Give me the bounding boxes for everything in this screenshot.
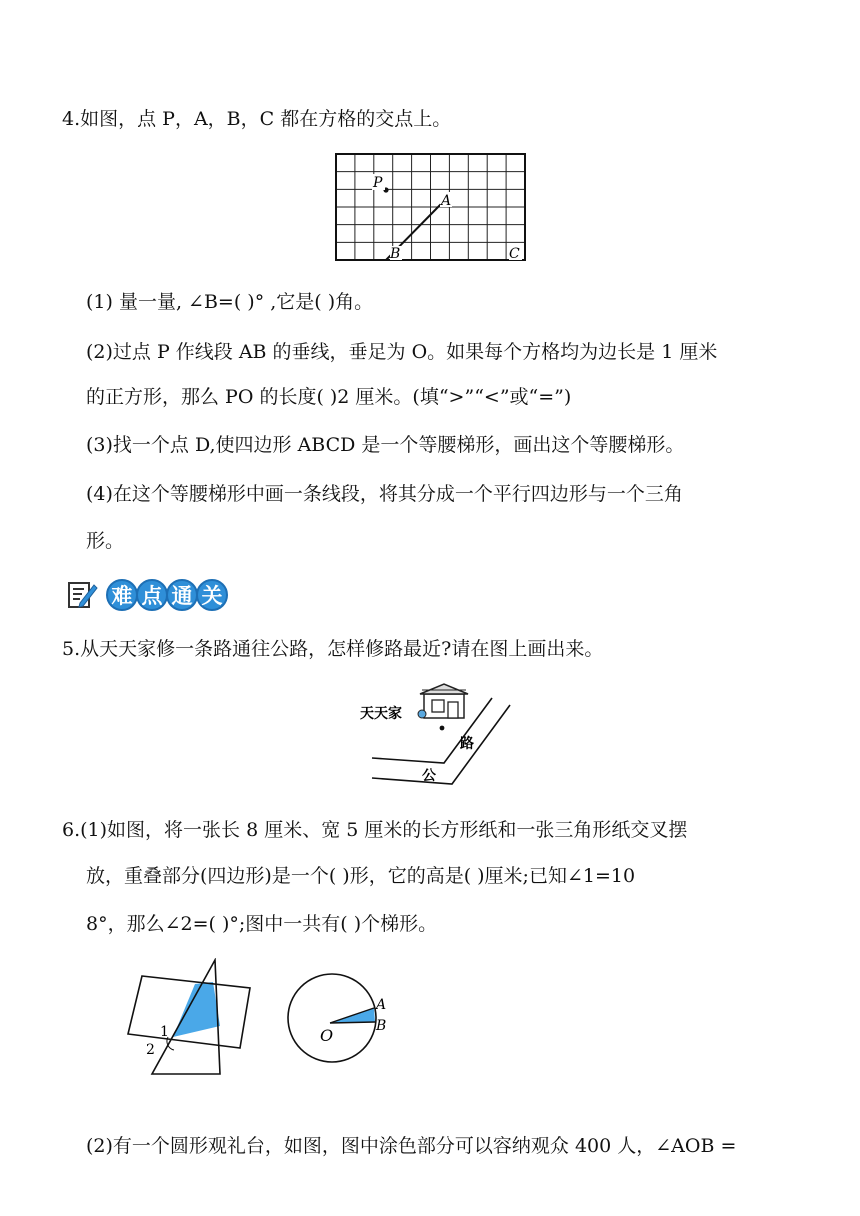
label-a: A — [441, 193, 452, 209]
q4-part1: (1) 量一量, ∠B=( )° ,它是( )角。 — [86, 291, 374, 313]
banner-char-3: 通 — [166, 579, 198, 611]
label-p: P — [373, 175, 383, 191]
q4-part4-line1: (4)在这个等腰梯形中画一条线段，将其分成一个平行四边形与一个三角 — [86, 483, 683, 505]
q4-part2-line1: (2)过点 P 作线段 AB 的垂线，垂足为 O。如果每个方格均为边长是 1 厘米 — [86, 341, 718, 363]
angle-1-label: 1 — [160, 1024, 169, 1040]
circle-label-o: O — [320, 1026, 334, 1045]
overlap-shaded — [173, 982, 220, 1037]
q4-part3: (3)找一个点 D,使四边形 ABCD 是一个等腰梯形，画出这个等腰梯形。 — [86, 434, 685, 456]
banner-char-4: 关 — [196, 579, 228, 611]
q5-stem: 5.从天天家修一条路通往公路，怎样修路最近?请在图上画出来。 — [62, 638, 604, 660]
pen-note-icon — [66, 579, 98, 611]
road-label-lu: 路 — [460, 736, 474, 752]
house-icon — [418, 684, 468, 718]
q6-line1: 6.(1)如图，将一张长 8 厘米、宽 5 厘米的长方形纸和一张三角形纸交叉摆 — [62, 819, 688, 841]
angle-2-label: 2 — [146, 1042, 155, 1058]
house-point — [440, 726, 445, 731]
banner-char-1: 难 — [106, 579, 138, 611]
section-banner — [66, 576, 226, 614]
q6-line3: 8°，那么∠2=( )°;图中一共有( )个梯形。 — [86, 913, 438, 935]
house-label: 天天家 — [360, 706, 402, 722]
q4-part2-line2: 的正方形，那么 PO 的长度( )2 厘米。(填“>”“<”或“=”) — [86, 386, 572, 408]
road-label-gong: 公 — [422, 768, 436, 784]
q6-part2: (2)有一个圆形观礼台，如图，图中涂色部分可以容纳观众 400 人，∠AOB = — [86, 1135, 737, 1157]
q6-rect-triangle-figure — [124, 958, 254, 1078]
q4-stem: 4.如图，点 P，A，B，C 都在方格的交点上。 — [62, 108, 452, 130]
q6-circle-figure — [286, 966, 396, 1076]
q5-road-figure — [352, 680, 512, 790]
q4-part4-line2: 形。 — [86, 530, 125, 552]
q6-line2: 放，重叠部分(四边形)是一个( )形，它的高是( )厘米;已知∠1=10 — [86, 865, 636, 887]
circle-label-b: B — [376, 1018, 387, 1034]
circle-label-a: A — [376, 997, 387, 1013]
label-b: B — [390, 246, 401, 262]
banner-char-2: 点 — [136, 579, 168, 611]
label-c: C — [509, 246, 520, 262]
q4-grid-figure — [334, 152, 528, 264]
